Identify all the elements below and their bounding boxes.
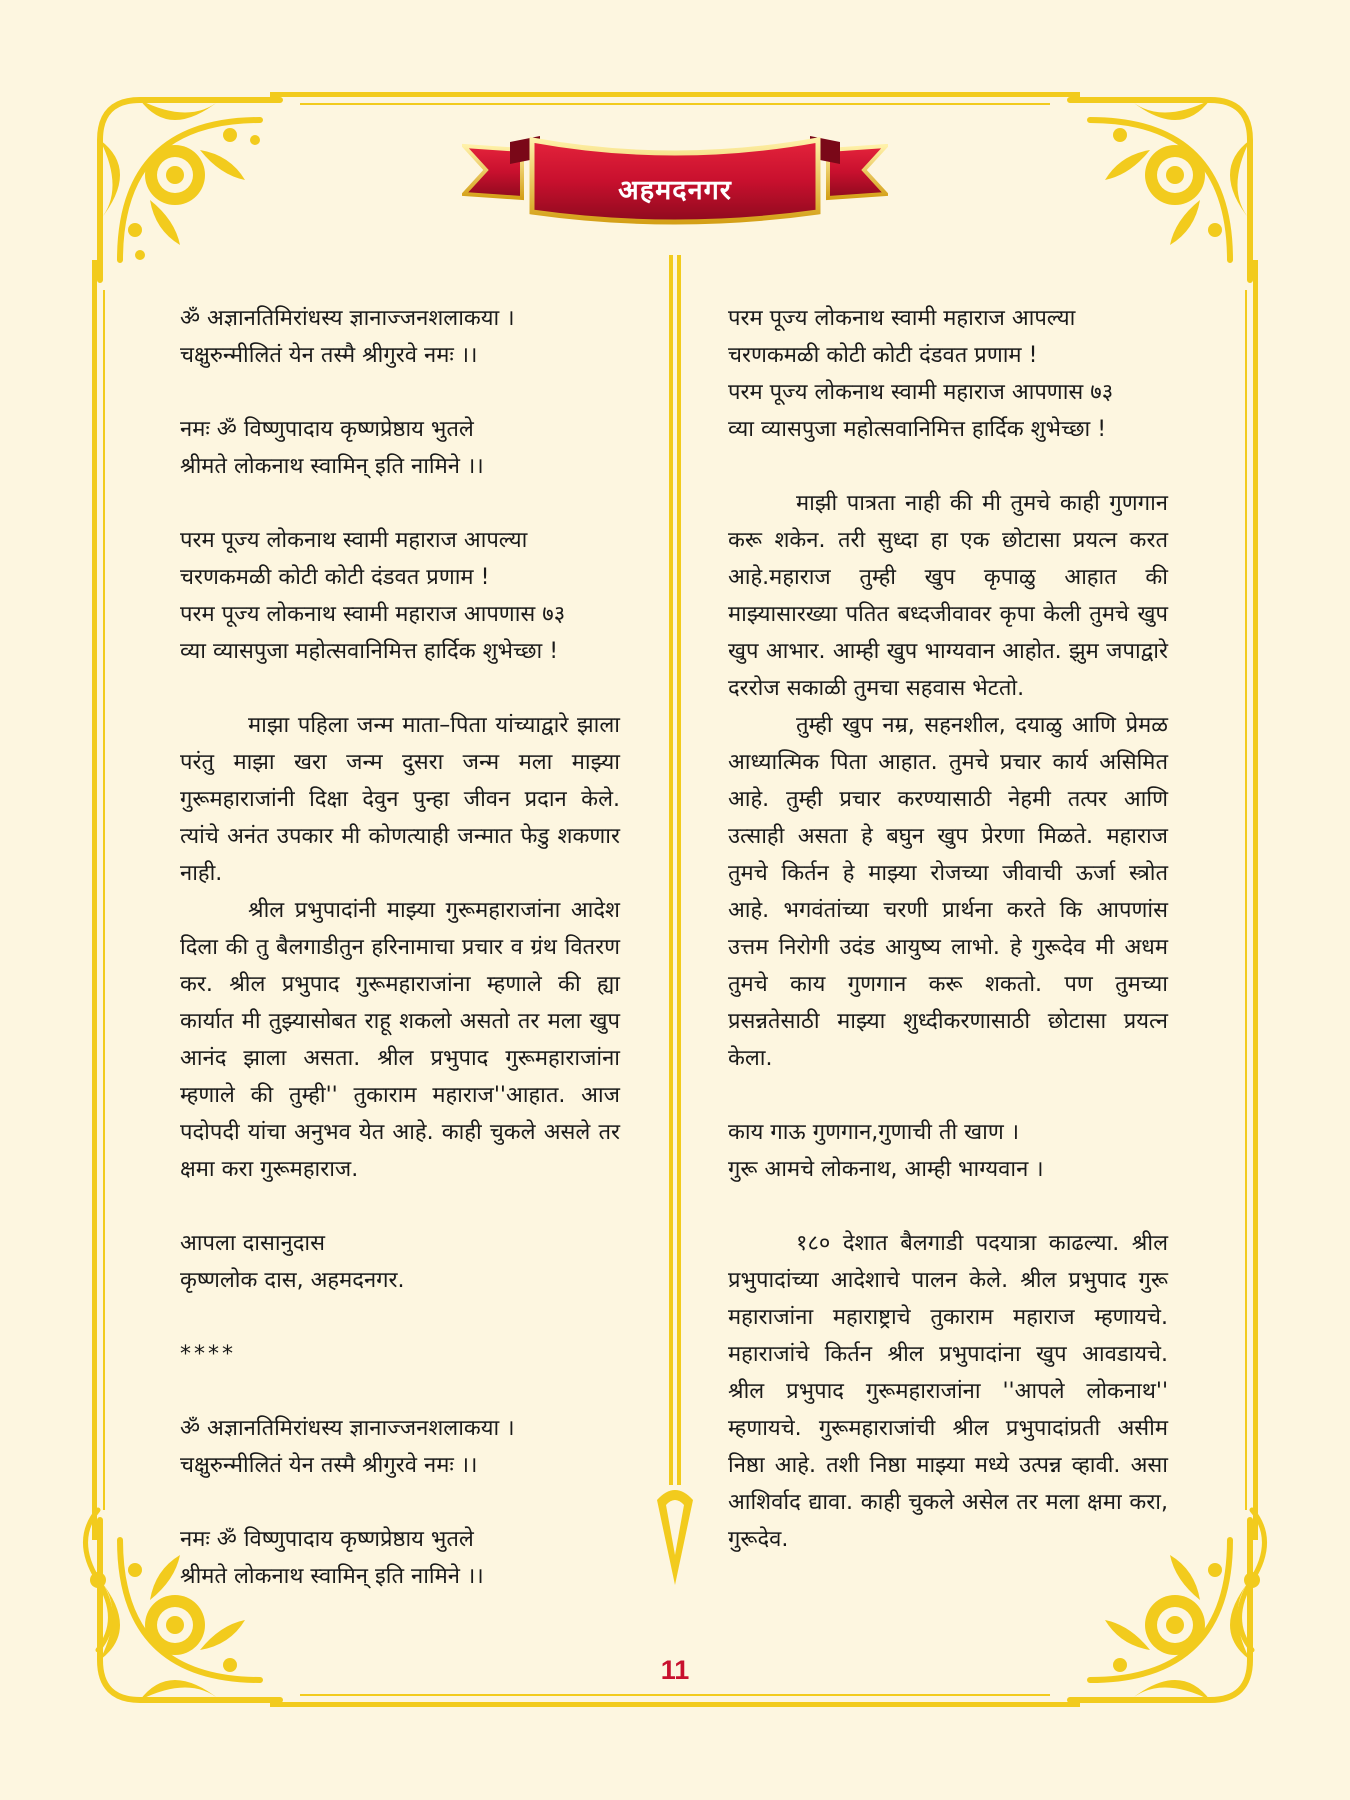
- greeting-line: व्या व्यासपुजा महोत्सवानिमित्त हार्दिक शुभेच्छा !: [728, 417, 1107, 442]
- greeting-line: चरणकमळी कोटी कोटी दंडवत प्रणाम !: [180, 565, 490, 590]
- greeting-line: परम पूज्य लोकनाथ स्वामी महाराज आपल्या: [180, 528, 528, 553]
- signature-line: आपला दासानुदास: [180, 1231, 325, 1256]
- shloka-line: चक्षुरुन्मीलितं येन तस्मै श्रीगुरवे नमः ।।: [180, 343, 478, 368]
- signature-line: कृष्णलोक दास, अहमदनगर.: [180, 1268, 405, 1293]
- column-divider: [652, 255, 698, 1590]
- body-paragraph: माझा पहिला जन्म माता–पिता यांच्याद्वारे झाला परंतु माझा खरा जन्म दुसरा जन्म मला माझ्या गुरूमहाराजांनी दिक्षा देवुन पुन्हा जीवन प्रदान केले. त्यांचे अनंत उपकार मी कोणत्याही जन्मात फेडु शकणार नाही.: [180, 713, 620, 886]
- border-top: [270, 92, 1080, 97]
- shloka-line: नमः ॐ विष्णुपादाय कृष्णप्रेष्ठाय भुतले: [180, 1527, 474, 1552]
- shloka-line: चक्षुरुन्मीलितं येन तस्मै श्रीगुरवे नमः ।।: [180, 1453, 478, 1478]
- greeting-line: परम पूज्य लोकनाथ स्वामी महाराज आपणास ७३: [728, 380, 1114, 405]
- border-bottom: [270, 1702, 1080, 1707]
- body-paragraph: श्रील प्रभुपादांनी माझ्या गुरूमहाराजांना आदेश दिला की तु बैलगाडीतुन हरिनामाचा प्रचार व ग्रंथ वितरण कर. श्रील प्रभुपाद गुरूमहाराजांना म्हणाले की ह्या कार्यात मी तुझ्यासोबत राहू शकलो असतो तर मला खुप आनंद झाला असता. श्रील प्रभुपाद गुरूमहाराजांना म्हणाले की तुम्ही'' तुकाराम महाराज''आहात. आज पदोपदी यांचा अनुभव येत आहे. काही चुकले असले तर क्षमा करा गुरूमहाराज.: [180, 898, 620, 1182]
- shloka-line: श्रीमते लोकनाथ स्वामिन् इति नामिने ।।: [180, 454, 484, 479]
- greeting-line: व्या व्यासपुजा महोत्सवानिमित्त हार्दिक शुभेच्छा !: [180, 639, 559, 664]
- body-paragraph: तुम्ही खुप नम्र, सहनशील, दयाळु आणि प्रेमळ आध्यात्मिक पिता आहात. तुमचे प्रचार कार्य असिमित आहे. तुम्ही प्रचार करण्यासाठी नेहमी तत्पर आणि उत्साही असता हे बघुन खुप प्रेरणा मिळते. महाराज तुमचे किर्तन हे माझ्या रोजच्या जीवाची ऊर्जा स्त्रोत आहे. भगवंतांच्या चरणी प्रार्थना करते कि आपणांस उत्तम निरोगी उदंड आयुष्य लाभो. हे गुरूदेव मी अधम तुमचे काय गुणगान करू शकतो. पण तुमच्या प्रसन्नतेसाठी माझ्या शुध्दीकरणासाठी छोटासा प्रयत्न केला.: [728, 713, 1168, 1071]
- side-ornament-icon: [68, 1500, 128, 1660]
- border-top-inner: [300, 103, 1050, 105]
- border-right-inner: [1245, 290, 1247, 1510]
- greeting-line: परम पूज्य लोकनाथ स्वामी महाराज आपणास ७३: [180, 602, 566, 627]
- border-left-inner: [103, 290, 105, 1510]
- corner-ornament-icon: [1040, 80, 1270, 310]
- border-left: [92, 260, 97, 1540]
- page-number: 11: [660, 1655, 690, 1685]
- body-paragraph: माझी पात्रता नाही की मी तुमचे काही गुणगान करू शकेन. तरी सुध्दा हा एक छोटासा प्रयत्न करत आहे.महाराज तुम्ही खुप कृपाळु आहात की माझ्यासारख्या पतित बध्दजीवावर कृपा केली तुमचे खुप खुप आभार. आम्ही खुप भाग्यवान आहोत. झुम जपाद्वारे दररोज सकाळी तुमचा सहवास भेटतो.: [728, 491, 1168, 701]
- greeting-line: परम पूज्य लोकनाथ स्वामी महाराज आपल्या: [728, 306, 1076, 331]
- body-paragraph: १८० देशात बैलगाडी पदयात्रा काढल्या. श्रील प्रभुपादांच्या आदेशाचे पालन केले. श्रील प्रभुपाद गुरू महाराजांना महाराष्ट्राचे तुकाराम महाराज म्हणायचे. महाराजांचे किर्तन श्रील प्रभुपादांना खुप आवडायचे. श्रील प्रभुपाद गुरूमहाराजांना ''आपले लोकनाथ'' म्हणायचे. गुरूमहाराजांची श्रील प्रभुपादांप्रती असीम निष्ठा आहे. तशी निष्ठा माझ्या मध्ये उत्पन्न व्हावी. असा आशिर्वाद द्यावा. काही चुकले असेल तर मला क्षमा करा, गुरूदेव.: [728, 1231, 1168, 1552]
- shloka-line: ॐ अज्ञानतिमिरांधस्य ज्ञानाज्जनशलाकया ।: [180, 1416, 515, 1441]
- left-column: [180, 300, 620, 1595]
- shloka-line: श्रीमते लोकनाथ स्वामिन् इति नामिने ।।: [180, 1564, 484, 1589]
- greeting-line: चरणकमळी कोटी कोटी दंडवत प्रणाम !: [728, 343, 1038, 368]
- page-title: अहमदनगर: [618, 175, 732, 206]
- corner-ornament-icon: [80, 80, 310, 310]
- shloka-line: ॐ अज्ञानतिमिरांधस्य ज्ञानाज्जनशलाकया ।: [180, 306, 515, 331]
- right-column: [728, 300, 1168, 1558]
- verse-line: गुरू आमचे लोकनाथ, आम्ही भाग्यवान ।: [728, 1157, 1044, 1182]
- verse-line: काय गाऊ गुणगान,गुणाची ती खाण ।: [728, 1120, 1020, 1145]
- shloka-line: नमः ॐ विष्णुपादाय कृष्णप्रेष्ठाय भुतले: [180, 417, 474, 442]
- border-bottom-inner: [300, 1694, 1050, 1696]
- border-right: [1253, 260, 1258, 1540]
- section-separator: ****: [180, 1342, 236, 1367]
- side-ornament-icon: [1222, 1500, 1282, 1660]
